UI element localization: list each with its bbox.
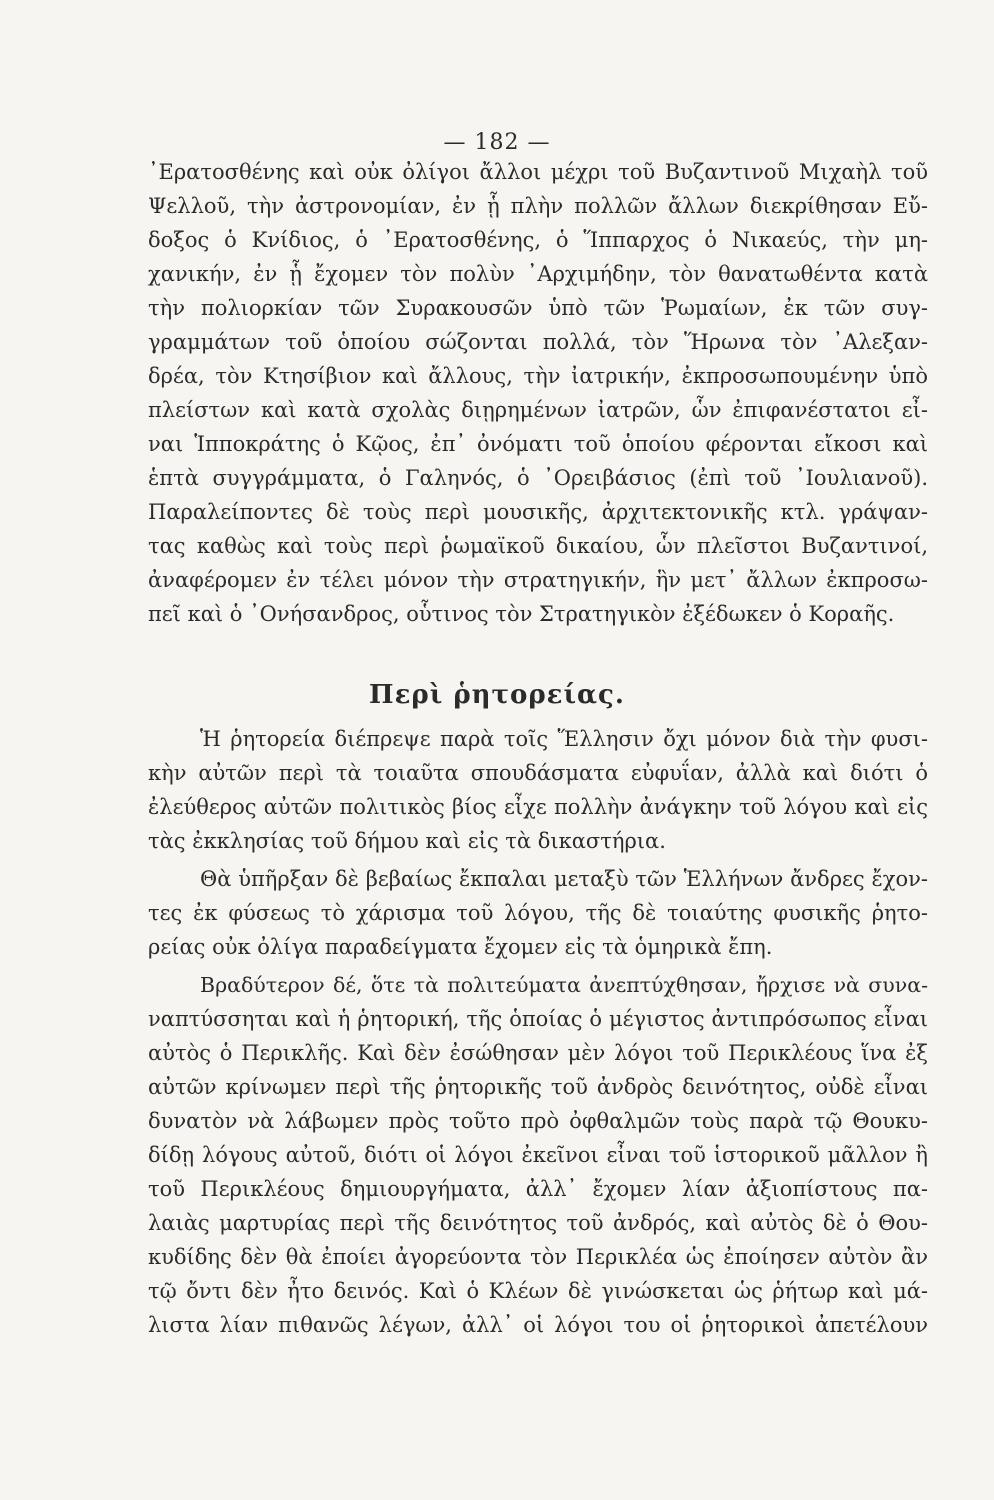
text-line: ρείας οὐκ ὀλίγα παραδείγματα ἔχομεν εἰς τὰ ὁμηρικὰ ἔπη. [148, 935, 773, 959]
text-line: τὴν πολιορκίαν τῶν Συρακουσῶν ὑπὸ τῶν Ῥωμαίων, ἐκ τῶν συγ- [148, 296, 928, 320]
text-line: ἐλεύθερος αὐτῶν πολιτικὸς βίος εἶχε πολλὴν ἀνάγκην τοῦ λόγου καὶ εἰς [148, 795, 928, 819]
text-line: τὰς ἐκκλησίας τοῦ δήμου καὶ εἰς τὰ δικαστήρια. [148, 829, 666, 853]
section-heading: Περὶ ῥητορείας. [369, 680, 625, 710]
text-line: Παραλείποντες δὲ τοὺς περὶ μουσικῆς, ἀρχιτεκτονικῆς κτλ. γράψαν- [148, 500, 928, 524]
text-line: δρέα, τὸν Κτησίβιον καὶ ἄλλους, τὴν ἰατρικήν, ἐκπροσωπουμένην ὑπὸ [148, 364, 928, 388]
text-line: κὴν αὐτῶν περὶ τὰ τοιαῦτα σπουδάσματα εὐφυΐαν, ἀλλὰ καὶ διότι ὁ [148, 761, 928, 785]
text-line: τῷ ὄντι δὲν ἦτο δεινός. Καὶ ὁ Κλέων δὲ γινώσκεται ὡς ῥήτωρ καὶ μά- [148, 1279, 928, 1303]
text-line: ναι Ἱπποκράτης ὁ Κῷος, ἐπ᾿ ὀνόματι τοῦ ὁποίου φέρονται εἴκοσι καὶ [148, 432, 928, 456]
text-line: λαιὰς μαρτυρίας περὶ τῆς δεινότητος τοῦ ἀνδρός, καὶ αὐτὸς δὲ ὁ Θου- [148, 1211, 928, 1235]
text-line: Βραδύτερον δέ, ὅτε τὰ πολιτεύματα ἀνεπτύχθησαν, ἤρχισε νὰ συνα- [200, 973, 928, 997]
paragraph-1 [148, 155, 928, 631]
text-line: κυδίδης δὲν θὰ ἐποίει ἀγορεύοντα τὸν Περικλέα ὡς ἐποίησεν αὐτὸν ἂν [148, 1245, 928, 1269]
text-line: ναπτύσσηται καὶ ἡ ῥητορική, τῆς ὁποίας ὁ μέγιστος ἀντιπρόσωπος εἶναι [148, 1007, 928, 1031]
text-line: Ἡ ῥητορεία διέπρεψε παρὰ τοῖς Ἕλλησιν ὄχι μόνον διὰ τὴν φυσι- [200, 727, 928, 751]
paragraph-4 [148, 968, 928, 1342]
text-line: τες ἐκ φύσεως τὸ χάρισμα τοῦ λόγου, τῆς δὲ τοιαύτης φυσικῆς ῥητο- [148, 901, 928, 925]
text-line: ἀναφέρομεν ἐν τέλει μόνον τὴν στρατηγικήν, ἣν μετ᾿ ἄλλων ἐκπροσω- [148, 568, 928, 592]
text-line: αὐτῶν κρίνωμεν περὶ τῆς ῥητορικῆς τοῦ ἀνδρὸς δεινότητος, οὐδὲ εἶναι [148, 1075, 928, 1099]
paragraph-2 [148, 722, 928, 858]
text-line: Ψελλοῦ, τὴν ἀστρονομίαν, ἐν ᾗ πλὴν πολλῶν ἄλλων διεκρίθησαν Εὔ- [148, 194, 928, 218]
text-line: ἑπτὰ συγγράμματα, ὁ Γαληνός, ὁ ᾿Ορειβάσιος (ἐπὶ τοῦ ᾿Ιουλιανοῦ). [148, 466, 928, 490]
text-line: Θὰ ὑπῆρξαν δὲ βεβαίως ἔκπαλαι μεταξὺ τῶν Ἑλλήνων ἄνδρες ἔχον- [200, 867, 928, 891]
text-line: δίδῃ λόγους αὐτοῦ, διότι οἱ λόγοι ἐκεῖνοι εἶναι τοῦ ἱστορικοῦ μᾶλλον ἢ [148, 1143, 928, 1167]
text-line: πεῖ καὶ ὁ ᾿Ονήσανδρος, οὗτινος τὸν Στρατηγικὸν ἐξέδωκεν ὁ Κοραῆς. [148, 602, 895, 626]
text-line: χανικήν, ἐν ᾗ ἔχομεν τὸν πολὺν ᾿Αρχιμήδην, τὸν θανατωθέντα κατὰ [148, 262, 928, 286]
text-line: δοξος ὁ Κνίδιος, ὁ ᾿Ερατοσθένης, ὁ Ἵππαρχος ὁ Νικαεύς, τὴν μη- [148, 228, 928, 252]
text-line: λιστα λίαν πιθανῶς λέγων, ἀλλ᾿ οἱ λόγοι του οἱ ῥητορικοὶ ἀπετέλουν [148, 1313, 928, 1337]
text-line: αὐτὸς ὁ Περικλῆς. Καὶ δὲν ἐσώθησαν μὲν λόγοι τοῦ Περικλέους ἵνα ἐξ [148, 1041, 928, 1065]
text-line: γραμμάτων τοῦ ὁποίου σώζονται πολλά, τὸν Ἥρωνα τὸν ᾿Αλεξαν- [148, 330, 928, 354]
text-line: δυνατὸν νὰ λάβωμεν πρὸς τοῦτο πρὸ ὀφθαλμῶν τοὺς παρὰ τῷ Θουκυ- [148, 1109, 928, 1133]
page-number: — 182 — [443, 130, 551, 155]
text-line: ᾿Ερατοσθένης καὶ οὐκ ὀλίγοι ἄλλοι μέχρι τοῦ Βυζαντινοῦ Μιχαὴλ τοῦ [148, 160, 928, 184]
text-line: τας καθὼς καὶ τοὺς περὶ ῥωμαϊκοῦ δικαίου, ὧν πλεῖστοι Βυζαντινοί, [148, 534, 928, 558]
text-line: πλείστων καὶ κατὰ σχολὰς διῃρημένων ἰατρῶν, ὧν ἐπιφανέστατοι εἶ- [148, 398, 928, 422]
paragraph-3 [148, 862, 928, 964]
text-line: τοῦ Περικλέους δημιουργήματα, ἀλλ᾿ ἔχομεν λίαν ἀξιοπίστους πα- [148, 1177, 928, 1201]
